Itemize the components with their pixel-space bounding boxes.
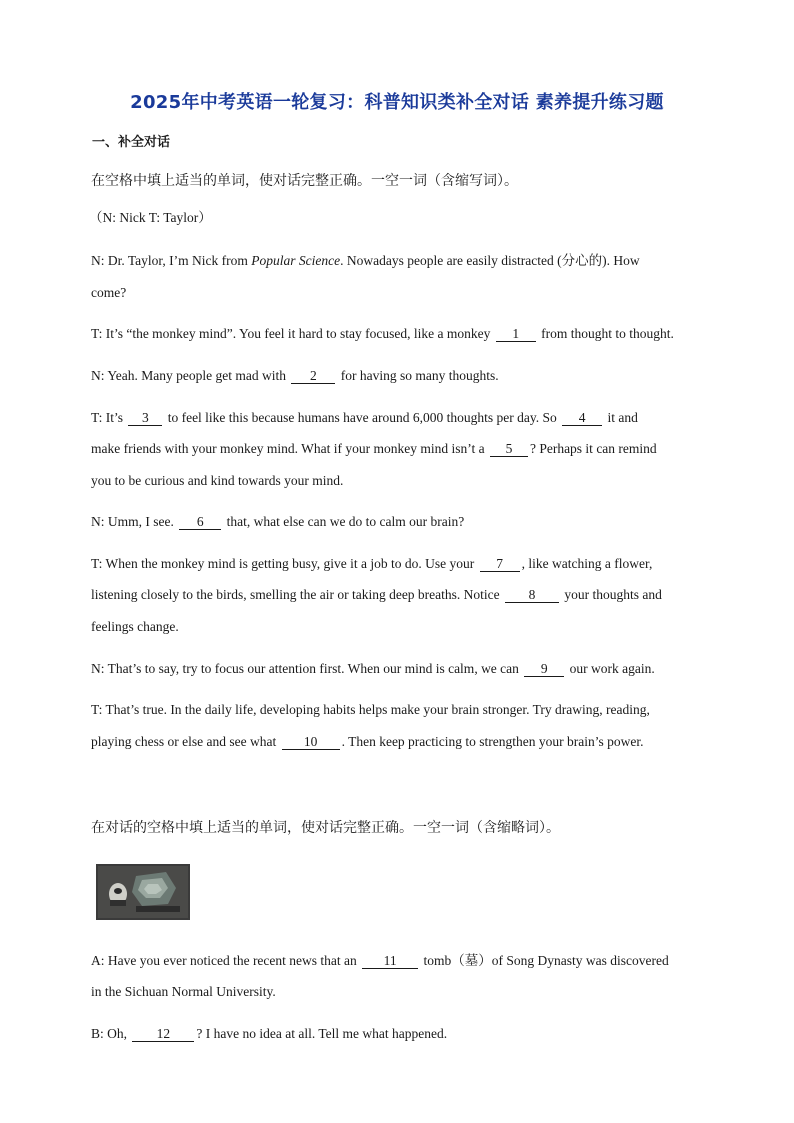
blank-7[interactable]: 7 [480,557,520,572]
dialogue-line: feelings change. [91,619,179,634]
dialogue-line: N: Umm, I see. 6 that, what else can we do to calm our brain? [91,514,465,529]
dialogue-line: N: Yeah. Many people get mad with 2 for having so many thoughts. [91,368,499,383]
dialogue-line: playing chess or else and see what 10 . Then keep practicing to strengthen your brain’s power. [91,734,644,749]
dialogue-line: N: That’s to say, try to focus our attention first. When our mind is calm, we can 9 our work again. [91,661,655,676]
section-heading: 一、补全对话 [92,135,171,150]
blank-6[interactable]: 6 [179,515,221,530]
blank-8[interactable]: 8 [505,588,559,603]
blank-12[interactable]: 12 [132,1027,194,1042]
dialogue-line: make friends with your monkey mind. What if your monkey mind isn’t a 5 ? Perhaps it can remind [91,441,657,456]
blank-5[interactable]: 5 [490,442,528,457]
blank-11[interactable]: 11 [362,954,418,969]
page-title: 2025年中考英语一轮复习：科普知识类补全对话 素养提升练习题 [130,92,664,113]
dialogue-line: T: That’s true. In the daily life, developing habits helps make your brain stronger. Try drawing, reading, [91,702,650,717]
dialogue-line: A: Have you ever noticed the recent news that an 11 tomb（墓）of Song Dynasty was discovered [91,953,669,968]
dialogue-line: in the Sichuan Normal University. [91,984,276,999]
instruction-2: 在对话的空格中填上适当的单词，使对话完整正确。一空一词（含缩略词）。 [91,820,560,836]
dialogue-line: T: It’s 3 to feel like this because humans have around 6,000 thoughts per day. So 4 it and [91,410,638,425]
blank-10[interactable]: 10 [282,735,340,750]
blank-9[interactable]: 9 [524,662,564,677]
dialogue-line: N: Dr. Taylor, I’m Nick from Popular Science. Nowadays people are easily distracted (分心的). How [91,253,640,268]
dialogue-line: listening closely to the birds, smelling the air or taking deep breaths. Notice 8 your thoughts and [91,587,662,602]
blank-1[interactable]: 1 [496,327,536,342]
magazine-name: Popular Science [251,253,341,268]
dialogue-line: T: It’s “the monkey mind”. You feel it hard to stay focused, like a monkey 1 from thought to thought. [91,326,674,341]
dialogue-line: T: When the monkey mind is getting busy, give it a job to do. Use your 7 , like watching a flower, [91,556,653,571]
speaker-key: （N: Nick T: Taylor） [89,210,212,225]
instruction-1: 在空格中填上适当的单词，使对话完整正确。一空一词（含缩写词）。 [91,173,518,189]
tomb-photo [96,864,190,920]
dialogue-line: you to be curious and kind towards your mind. [91,473,344,488]
blank-3[interactable]: 3 [128,411,162,426]
dialogue-line: come? [91,285,127,300]
dialogue-line: B: Oh, 12 ? I have no idea at all. Tell me what happened. [91,1026,448,1041]
blank-4[interactable]: 4 [562,411,602,426]
blank-2[interactable]: 2 [291,369,335,384]
